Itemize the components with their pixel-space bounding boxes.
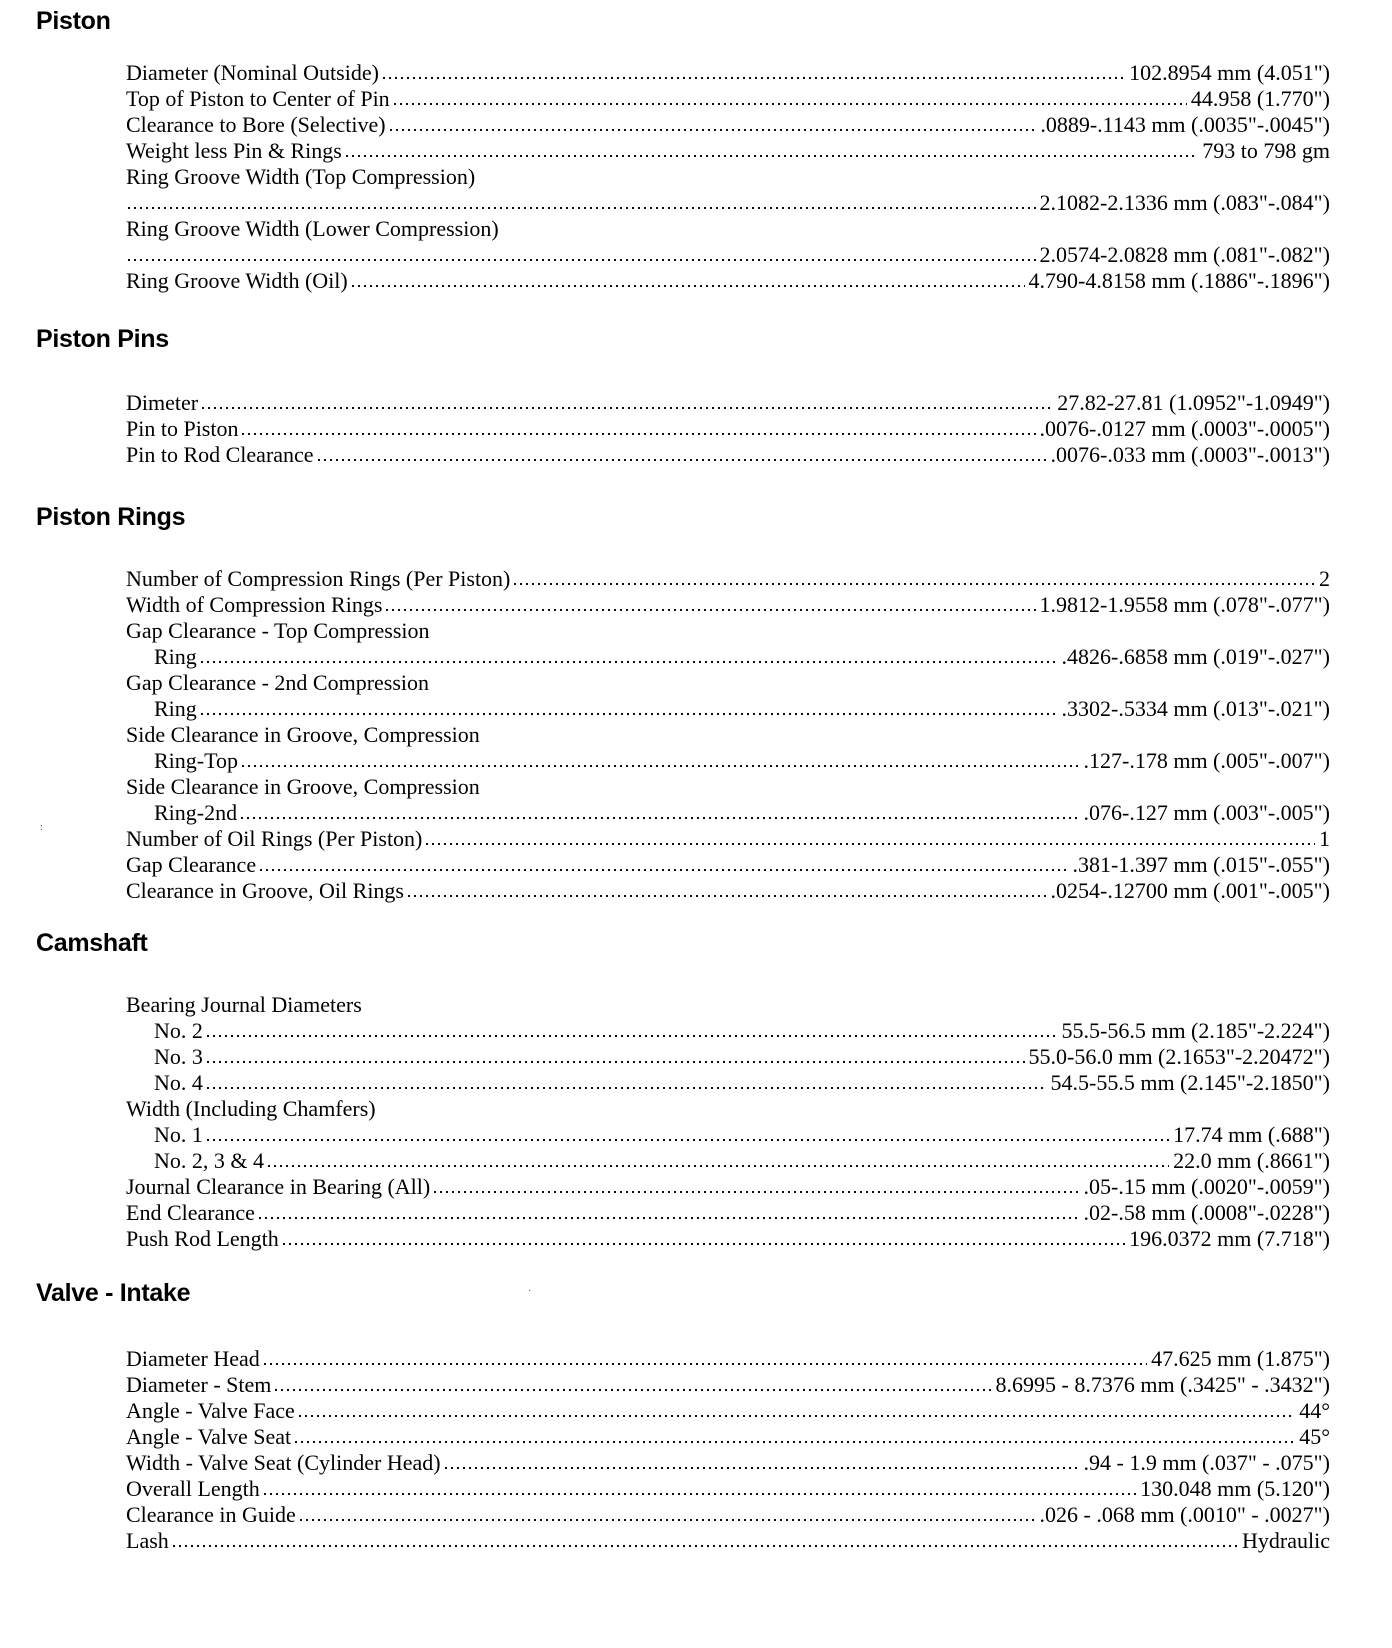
spec-row: [126, 1018, 1330, 1044]
spec-value: .0254-.12700 mm (.001"-.005"): [1050, 878, 1330, 903]
dot-leader: [205, 1034, 1058, 1038]
spec-value: 196.0372 mm (7.718"): [1129, 1226, 1330, 1251]
spec-label: Weight less Pin & Rings: [126, 138, 342, 163]
dot-leader: [512, 582, 1315, 586]
spec-value: 44°: [1299, 1398, 1330, 1423]
spec-value: 47.625 mm (1.875"): [1151, 1346, 1330, 1371]
spec-value: 8.6995 - 8.7376 mm (.3425" - .3432"): [995, 1372, 1330, 1397]
spec-row: [126, 242, 1330, 268]
section-title-piston-pins: Piston Pins: [36, 325, 169, 353]
spec-row: [126, 1122, 1330, 1148]
spec-label: Overall Length: [126, 1476, 260, 1501]
dot-leader: [199, 712, 1058, 716]
spec-value: 27.82-27.81 (1.0952"-1.0949"): [1057, 390, 1330, 415]
piston-spec-list: [126, 60, 1330, 294]
spec-label: Clearance in Guide: [126, 1502, 296, 1527]
dot-leader: [239, 816, 1079, 820]
spec-label-continued: Ring-2nd: [154, 800, 238, 825]
spec-label: Number of Oil Rings (Per Piston): [126, 826, 423, 851]
spec-row: [126, 1372, 1330, 1398]
spec-row: [126, 1398, 1330, 1424]
spec-value: .0076-.0127 mm (.0003"-.0005"): [1039, 416, 1330, 441]
spec-label: Lash: [126, 1528, 169, 1553]
dot-leader: [205, 1086, 1047, 1090]
spec-label: Push Rod Length: [126, 1226, 279, 1251]
spec-value: 130.048 mm (5.120"): [1140, 1476, 1330, 1501]
spec-row: [126, 696, 1330, 722]
spec-value: 102.8954 mm (4.051"): [1129, 60, 1330, 85]
dot-leader: [381, 76, 1125, 80]
spec-value: .94 - 1.9 mm (.037" - .075"): [1083, 1450, 1330, 1475]
section-title-camshaft: Camshaft: [36, 929, 148, 957]
dot-leader: [257, 1216, 1080, 1220]
spec-label: Journal Clearance in Bearing (All): [126, 1174, 431, 1199]
dot-leader: [281, 1242, 1125, 1246]
spec-row: [126, 1200, 1330, 1226]
spec-row: [126, 800, 1330, 826]
spec-value: 1.9812-1.9558 mm (.078"-.077"): [1039, 592, 1330, 617]
spec-label-continued: Ring-Top: [154, 748, 239, 773]
spec-value: 17.74 mm (.688"): [1173, 1122, 1330, 1147]
dot-leader: [316, 458, 1047, 462]
dot-leader: [273, 1388, 991, 1392]
dot-leader: [205, 1138, 1169, 1142]
spec-label: Clearance in Groove, Oil Rings: [126, 878, 404, 903]
spec-value: Hydraulic: [1242, 1528, 1330, 1553]
dot-leader: [126, 258, 1036, 262]
spec-row: [126, 1476, 1330, 1502]
spec-value: .4826-.6858 mm (.019"-.027"): [1061, 644, 1330, 669]
scan-artifact: :: [40, 822, 43, 833]
dot-leader: [126, 206, 1036, 210]
dot-leader: [199, 660, 1058, 664]
dot-leader: [240, 432, 1035, 436]
section-title-piston-rings: Piston Rings: [36, 503, 186, 531]
spec-value: .0076-.033 mm (.0003"-.0013"): [1050, 442, 1330, 467]
spec-value: .381-1.397 mm (.015"-.055"): [1072, 852, 1330, 877]
dot-leader: [293, 1440, 1295, 1444]
spec-row: [126, 878, 1330, 904]
spec-label: Diameter Head: [126, 1346, 260, 1371]
dot-leader: [443, 1466, 1080, 1470]
dot-leader: [297, 1414, 1295, 1418]
scan-artifact: ·: [528, 1286, 532, 1297]
dot-leader: [432, 1190, 1079, 1194]
spec-label: No. 2: [154, 1018, 203, 1043]
spec-label: Pin to Piston: [126, 416, 239, 441]
spec-value: 4.790-4.8158 mm (.1886"-.1896"): [1028, 268, 1330, 293]
spec-label-multiline: Side Clearance in Groove, Compression: [126, 722, 480, 747]
valve-intake-spec-list: [126, 1346, 1330, 1554]
spec-label: Diameter - Stem: [126, 1372, 272, 1397]
spec-row: [126, 1424, 1330, 1450]
dot-leader: [392, 102, 1187, 106]
spec-row: [126, 138, 1330, 164]
spec-row: [126, 852, 1330, 878]
subheading-width-including-chamfers: Width (Including Chamfers): [126, 1096, 376, 1121]
spec-row: [126, 566, 1330, 592]
spec-row: [126, 748, 1330, 774]
spec-row: [126, 416, 1330, 442]
spec-value: 54.5-55.5 mm (2.145"-2.1850"): [1050, 1070, 1330, 1095]
spec-label: Gap Clearance: [126, 852, 257, 877]
spec-label-continued: Ring: [154, 644, 197, 669]
spec-row: [126, 644, 1330, 670]
dot-leader: [298, 1518, 1036, 1522]
spec-value: .127-.178 mm (.005"-.007"): [1083, 748, 1330, 773]
spec-label-multiline: Ring Groove Width (Lower Compression): [126, 216, 499, 241]
spec-row: [126, 442, 1330, 468]
spec-label-multiline: Side Clearance in Groove, Compression: [126, 774, 480, 799]
spec-row: [126, 112, 1330, 138]
spec-value: 55.0-56.0 mm (2.1653"-2.20472"): [1028, 1044, 1330, 1069]
spec-label: Angle - Valve Face: [126, 1398, 295, 1423]
spec-row: [126, 826, 1330, 852]
spec-label: Clearance to Bore (Selective): [126, 112, 386, 137]
spec-row: [126, 1148, 1330, 1174]
section-title-piston: Piston: [36, 7, 111, 35]
spec-value: 2.1082-2.1336 mm (.083"-.084"): [1039, 190, 1330, 215]
spec-label: No. 1: [154, 1122, 203, 1147]
spec-value: 2.0574-2.0828 mm (.081"-.082"): [1039, 242, 1330, 267]
spec-value: 2: [1319, 566, 1330, 591]
spec-label: No. 4: [154, 1070, 203, 1095]
dot-leader: [200, 406, 1053, 410]
spec-label: Angle - Valve Seat: [126, 1424, 292, 1449]
spec-value: 1: [1319, 826, 1330, 851]
spec-value: 44.958 (1.770"): [1190, 86, 1330, 111]
spec-label: Ring Groove Width (Oil): [126, 268, 348, 293]
spec-label: No. 2, 3 & 4: [154, 1148, 264, 1173]
spec-value: .05-.15 mm (.0020"-.0059"): [1083, 1174, 1330, 1199]
dot-leader: [424, 842, 1315, 846]
spec-value: 55.5-56.5 mm (2.185"-2.224"): [1061, 1018, 1330, 1043]
dot-leader: [406, 894, 1047, 898]
spec-row: [126, 86, 1330, 112]
spec-row: [126, 1226, 1330, 1252]
spec-label: Width of Compression Rings: [126, 592, 383, 617]
dot-leader: [262, 1492, 1136, 1496]
dot-leader: [262, 1362, 1147, 1366]
dot-leader: [384, 608, 1035, 612]
spec-label-multiline: Gap Clearance - 2nd Compression: [126, 670, 430, 695]
spec-row: [126, 190, 1330, 216]
spec-row: [126, 60, 1330, 86]
spec-value: .076-.127 mm (.003"-.005"): [1083, 800, 1330, 825]
spec-label: Top of Piston to Center of Pin: [126, 86, 390, 111]
subheading-bearing-journal-diameters: Bearing Journal Diameters: [126, 992, 362, 1017]
spec-row: [126, 390, 1330, 416]
spec-label-multiline: Gap Clearance - Top Compression: [126, 618, 430, 643]
spec-value: 45°: [1299, 1424, 1330, 1449]
spec-row: [126, 1346, 1330, 1372]
spec-row: [126, 268, 1330, 294]
spec-label: End Clearance: [126, 1200, 255, 1225]
piston-pins-spec-list: [126, 390, 1330, 468]
spec-row: [126, 1044, 1330, 1070]
dot-leader: [205, 1060, 1025, 1064]
dot-leader: [344, 154, 1198, 158]
dot-leader: [350, 284, 1025, 288]
camshaft-spec-list: [126, 992, 1330, 1252]
spec-row: [126, 1070, 1330, 1096]
spec-value: .0889-.1143 mm (.0035"-.0045"): [1040, 112, 1330, 137]
spec-row: [126, 1450, 1330, 1476]
dot-leader: [258, 868, 1068, 872]
spec-label-continued: Ring: [154, 696, 197, 721]
spec-label: Diameter (Nominal Outside): [126, 60, 379, 85]
spec-value: .3302-.5334 mm (.013"-.021"): [1061, 696, 1330, 721]
spec-value: 22.0 mm (.8661"): [1173, 1148, 1330, 1173]
dot-leader: [240, 764, 1079, 768]
spec-label: Number of Compression Rings (Per Piston): [126, 566, 511, 591]
dot-leader: [388, 128, 1037, 132]
spec-label: Dimeter: [126, 390, 199, 415]
spec-value: 793 to 798 gm: [1202, 138, 1330, 163]
dot-leader: [171, 1544, 1238, 1548]
section-title-valve-intake: Valve - Intake: [36, 1279, 191, 1307]
spec-row: [126, 1502, 1330, 1528]
spec-label-multiline: Ring Groove Width (Top Compression): [126, 164, 476, 189]
spec-value: .02-.58 mm (.0008"-.0228"): [1083, 1200, 1330, 1225]
spec-label: Width - Valve Seat (Cylinder Head): [126, 1450, 441, 1475]
piston-rings-spec-list: [126, 566, 1330, 904]
spec-value: .026 - .068 mm (.0010" - .0027"): [1039, 1502, 1330, 1527]
spec-label: Pin to Rod Clearance: [126, 442, 314, 467]
spec-row: [126, 592, 1330, 618]
dot-leader: [266, 1164, 1169, 1168]
spec-label: No. 3: [154, 1044, 203, 1069]
spec-row: [126, 1528, 1330, 1554]
spec-row: [126, 1174, 1330, 1200]
